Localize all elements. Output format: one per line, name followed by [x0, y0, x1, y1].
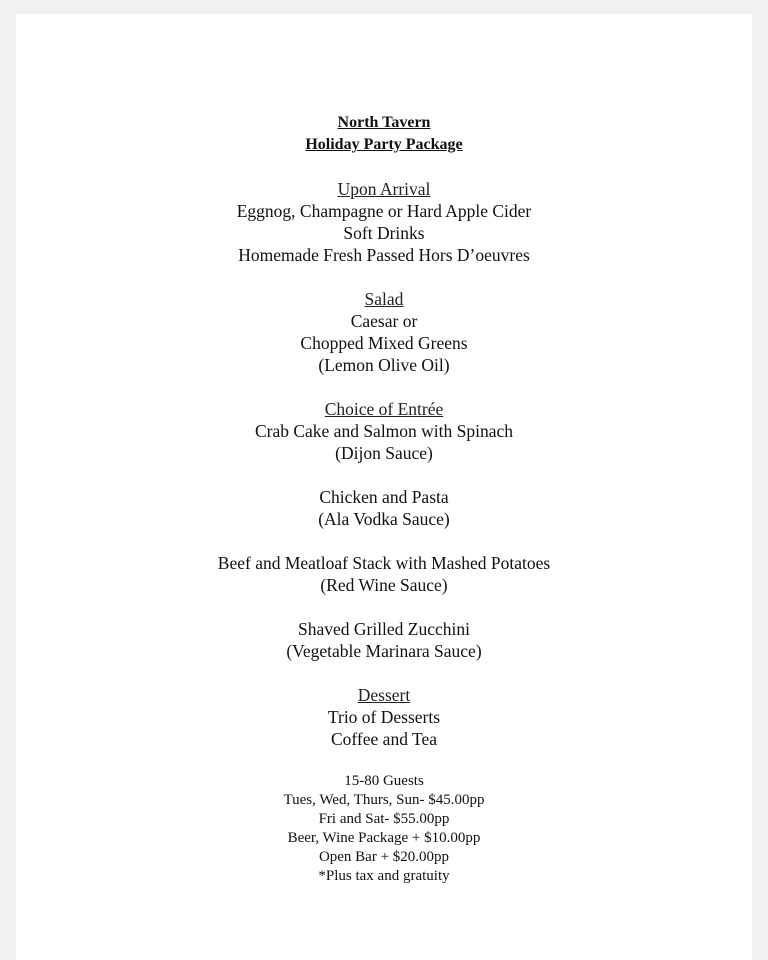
- guest-range: 15-80 Guests: [344, 773, 424, 789]
- venue-title: North Tavern: [337, 114, 431, 131]
- salad-item: Caesar or: [350, 311, 418, 331]
- pricing-section: [16, 772, 752, 886]
- entree-option-sauce: (Ala Vodka Sauce): [318, 509, 450, 529]
- salad-section: [16, 288, 752, 376]
- entree-option: [16, 486, 752, 530]
- weekend-price: Fri and Sat- $55.00pp: [318, 811, 450, 827]
- arrival-item: Soft Drinks: [343, 223, 425, 243]
- entree-option-sauce: (Dijon Sauce): [335, 443, 433, 463]
- entree-option-sauce: (Vegetable Marinara Sauce): [286, 641, 482, 661]
- menu-page: [16, 14, 752, 960]
- entree-option-name: Crab Cake and Salmon with Spinach: [254, 421, 514, 441]
- dessert-heading: Dessert: [357, 685, 411, 705]
- tax-note: *Plus tax and gratuity: [318, 868, 450, 884]
- entree-option-name: Shaved Grilled Zucchini: [297, 619, 471, 639]
- entree-option: [16, 618, 752, 662]
- beer-wine-price: Beer, Wine Package + $10.00pp: [287, 830, 481, 846]
- entree-option: [16, 552, 752, 596]
- entree-option-sauce: (Red Wine Sauce): [320, 575, 448, 595]
- weekday-price: Tues, Wed, Thurs, Sun- $45.00pp: [283, 792, 485, 808]
- arrival-item: Homemade Fresh Passed Hors D’oeuvres: [238, 245, 530, 265]
- salad-item: (Lemon Olive Oil): [318, 355, 450, 375]
- arrival-item: Eggnog, Champagne or Hard Apple Cider: [236, 201, 532, 221]
- entree-option-name: Beef and Meatloaf Stack with Mashed Potatoes: [217, 553, 551, 573]
- arrival-section: [16, 178, 752, 266]
- entree-option-name: Chicken and Pasta: [319, 487, 449, 507]
- dessert-item: Trio of Desserts: [327, 707, 441, 727]
- salad-heading: Salad: [364, 289, 404, 309]
- package-title: Holiday Party Package: [305, 136, 463, 153]
- salad-item: Chopped Mixed Greens: [300, 333, 468, 353]
- dessert-item: Coffee and Tea: [331, 729, 437, 749]
- entree-section: [16, 398, 752, 662]
- dessert-section: [16, 684, 752, 750]
- open-bar-price: Open Bar + $20.00pp: [318, 849, 450, 865]
- menu-content: [16, 112, 752, 886]
- entree-heading: Choice of Entrée: [324, 399, 444, 419]
- arrival-heading: Upon Arrival: [337, 179, 431, 199]
